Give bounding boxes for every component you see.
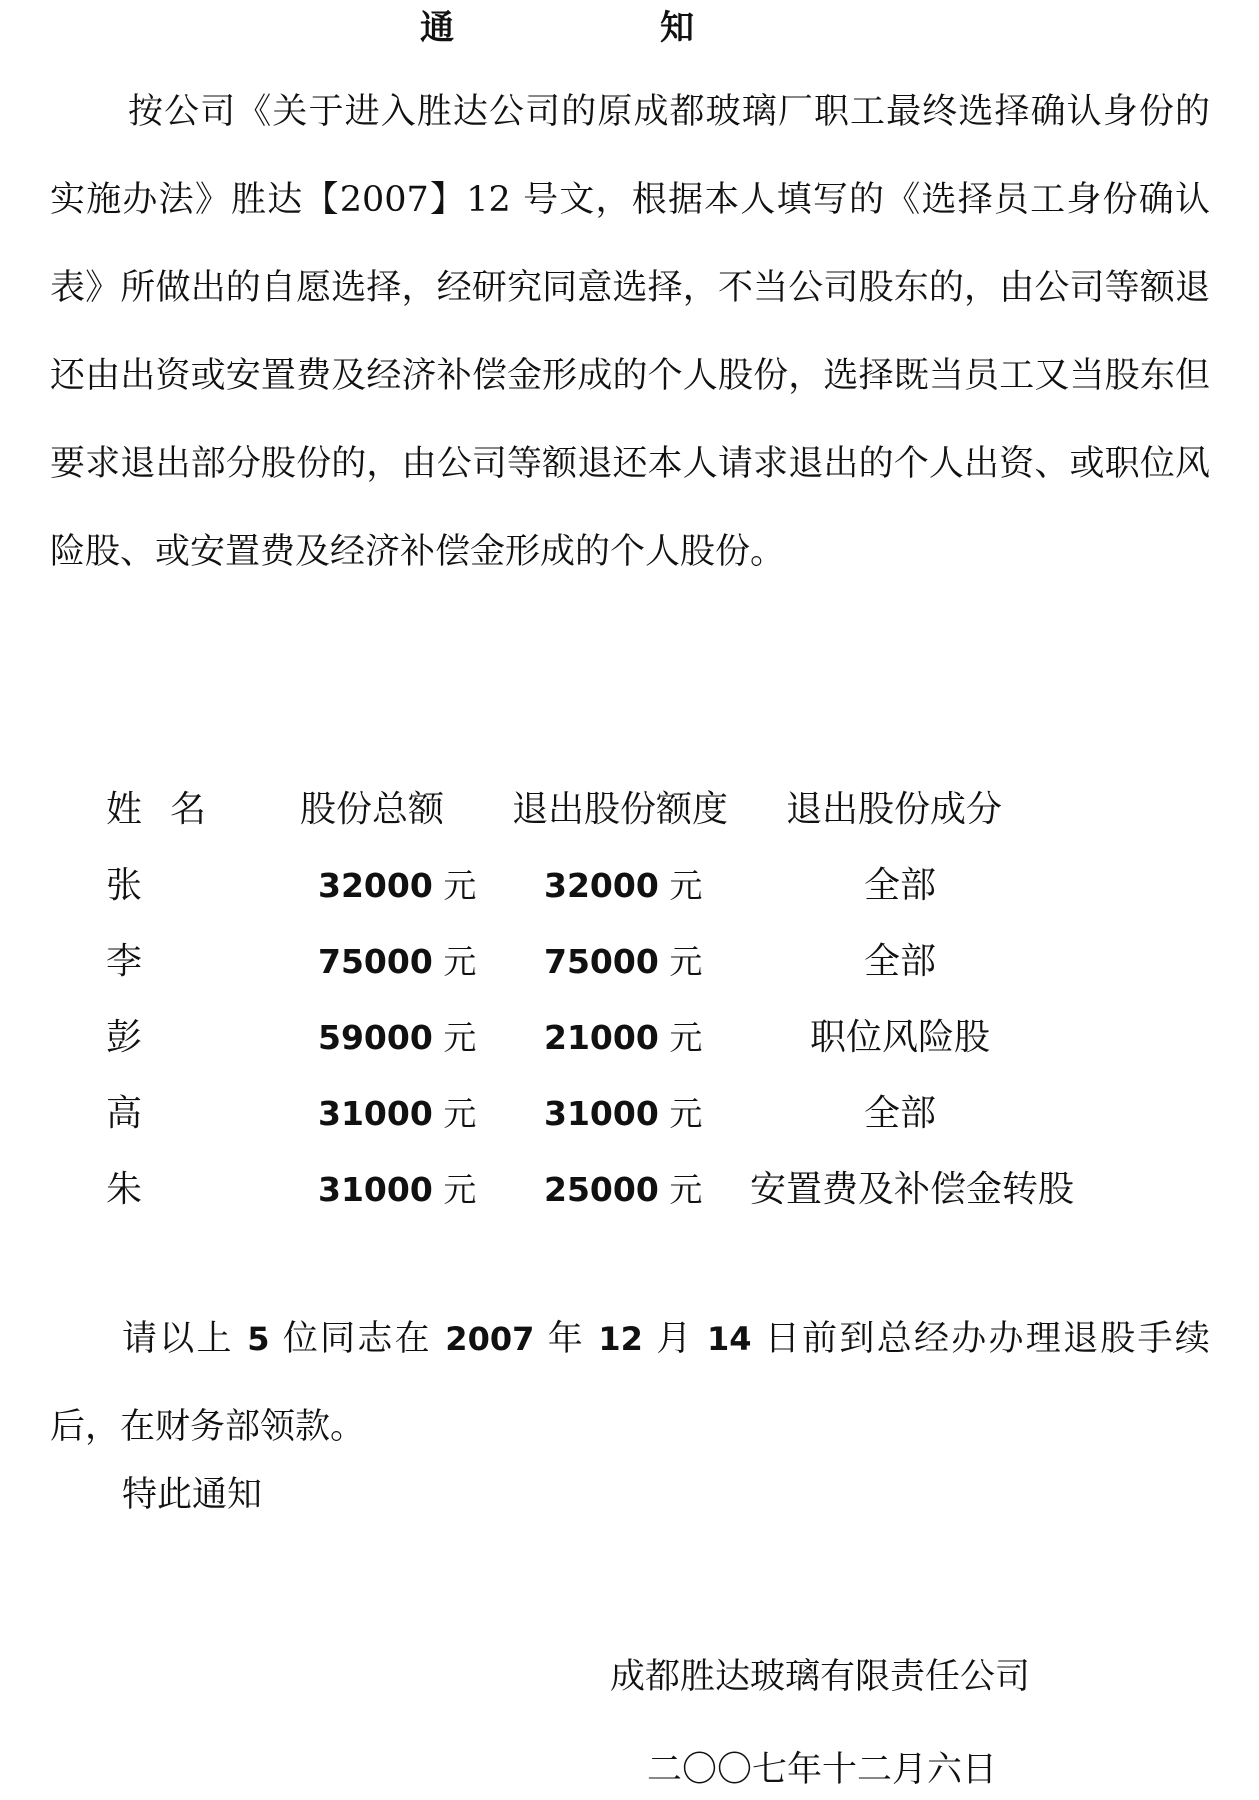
row-total: 75000 元	[318, 942, 477, 981]
notice-body-paragraph: 按公司《关于进入胜达公司的原成都玻璃厂职工最终选择确认身份的实施办法》胜达【2007】12 号文，根据本人填写的《选择员工身份确认表》所做出的自愿选择，经研究同意选择，不当公司股东的，由公司等额退还由出资或安置费及经济补偿金形成的个人股份，选择既当员工又当股东但要求退出部分股份的，由公司等额退还本人请求退出的个人出资、或职位风险股、或安置费及经济补偿金形成的个人股份。	[50, 92, 1210, 572]
row-withdraw: 25000 元	[544, 1170, 703, 1209]
table-row	[0, 998, 1259, 1078]
row-total: 31000 元	[318, 1094, 477, 1133]
header-total-shares: 股份总额	[300, 789, 445, 830]
table-row	[0, 1150, 1259, 1230]
title-char-left: 通	[420, 8, 454, 48]
header-name: 姓名	[106, 789, 235, 830]
table-header-row	[0, 770, 1259, 850]
table-row	[0, 1074, 1259, 1154]
row-name: 李	[106, 941, 143, 982]
row-component: 全部	[863, 941, 936, 982]
row-name: 张	[106, 865, 143, 906]
row-withdraw: 21000 元	[544, 1018, 703, 1057]
issuer-company: 成都胜达玻璃有限责任公司	[610, 1657, 1031, 1697]
table-row	[0, 922, 1259, 1002]
closing-line: 特此通知	[122, 1475, 263, 1515]
table-row	[0, 846, 1259, 926]
row-total: 32000 元	[318, 866, 477, 905]
instruction-paragraph: 请以上 5 位同志在 2007 年 12 月 14 日前到总经办办理退股手续后，在财务部领款。	[50, 1319, 1210, 1447]
row-withdraw: 75000 元	[544, 942, 703, 981]
row-component: 职位风险股	[809, 1017, 990, 1058]
row-name: 朱	[106, 1169, 143, 1210]
row-component: 全部	[863, 865, 936, 906]
header-withdraw-component: 退出股份成分	[786, 789, 1003, 830]
row-name: 彭	[106, 1017, 143, 1058]
title-char-right: 知	[660, 8, 694, 48]
header-withdraw-amount: 退出股份额度	[512, 789, 729, 830]
document-title	[0, 0, 1259, 60]
row-withdraw: 32000 元	[544, 866, 703, 905]
issue-date: 二〇〇七年十二月六日	[647, 1750, 998, 1790]
row-component: 安置费及补偿金转股	[750, 1169, 1075, 1210]
row-withdraw: 31000 元	[544, 1094, 703, 1133]
row-total: 59000 元	[318, 1018, 477, 1057]
row-name: 高	[106, 1093, 143, 1134]
row-component: 全部	[863, 1093, 936, 1134]
row-total: 31000 元	[318, 1170, 477, 1209]
